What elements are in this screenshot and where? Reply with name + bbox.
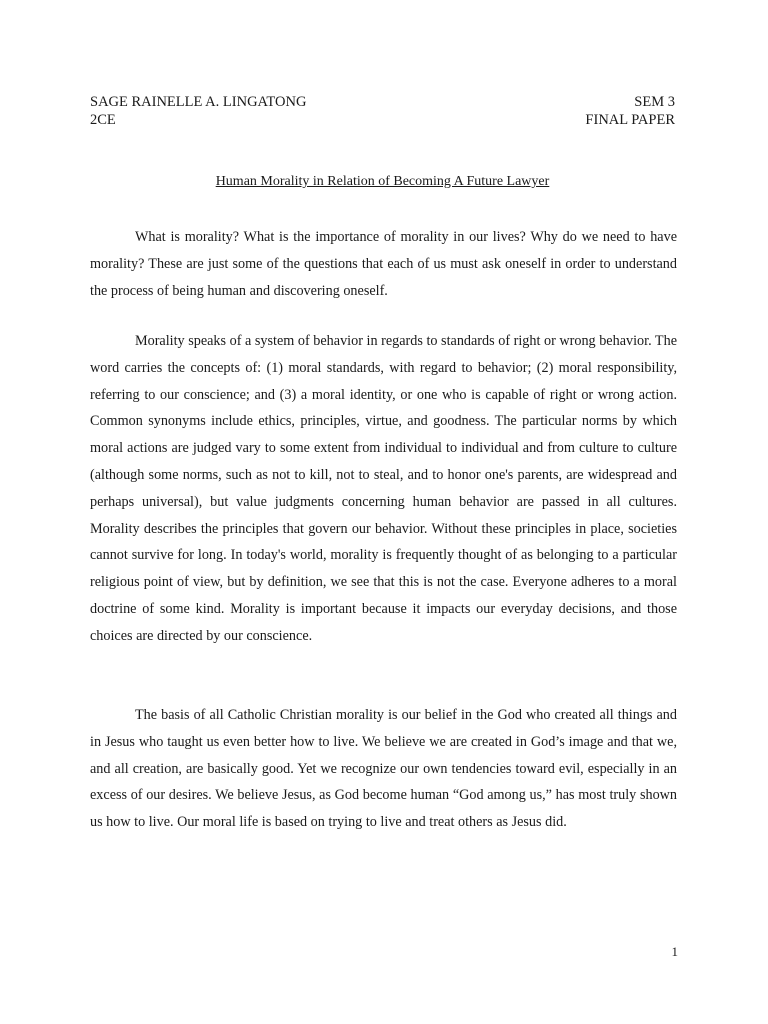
header-row-1 — [90, 93, 675, 111]
paragraph-1: What is morality? What is the importance of morality in our lives? Why do we need to have morality? These are just some of the questions that each of us must ask oneself in order to understand the process of being human and discovering oneself. — [90, 229, 677, 299]
header-row-2 — [90, 111, 675, 129]
paper-title-container — [90, 173, 675, 191]
course-label: 2CE — [90, 112, 116, 128]
paper-title: Human Morality in Relation of Becoming A Future Lawyer — [215, 174, 550, 189]
page-number: 1 — [671, 944, 678, 959]
paragraph-3: The basis of all Catholic Christian morality is our belief in the God who created all things and in Jesus who taught us even better how to live. We believe we are created in God’s image and that we, and all creation, are basically good. Yet we recognize our own tendencies toward evil, especially in an excess of our desires. We believe Jesus, as God become human “God among us,” has most truly shown us how to live. Our moral life is based on trying to live and treat others as Jesus did. — [90, 707, 677, 831]
paper-type-label: FINAL PAPER — [585, 112, 675, 128]
semester-label: SEM 3 — [634, 94, 675, 110]
author-name: SAGE RAINELLE A. LINGATONG — [90, 94, 307, 110]
paragraph-2: Morality speaks of a system of behavior in regards to standards of right or wrong behavior. The word carries the concepts of: (1) moral standards, with regard to behavior; (2) moral responsibility, referring to our conscience; and (3) a moral identity, or one who is capable of right or wrong action. Common synonyms include ethics, principles, virtue, and goodness. The particular norms by which moral actions are judged vary to some extent from individual to individual and from culture to culture (although some norms, such as not to kill, not to steal, and to honor one's parents, are widespread and perhaps universal), but value judgments concerning human behavior are passed in all cultures. Morality describes the principles that govern our behavior. Without these principles in place, societies cannot survive for long. In today's world, morality is frequently thought of as belonging to a particular religious point of view, but by definition, we see that this is not the case. Everyone adheres to a moral doctrine of some kind. Morality is important because it impacts our everyday decisions, and those choices are directed by our conscience. — [90, 333, 677, 644]
